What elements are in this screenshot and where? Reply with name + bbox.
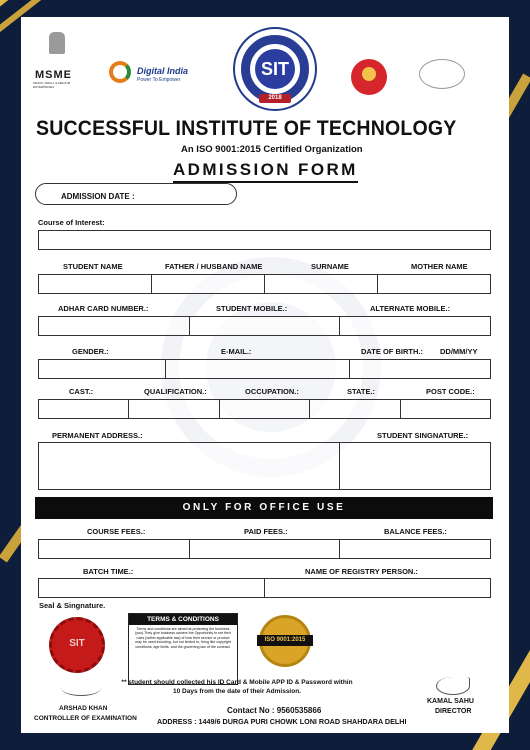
names-row [38,274,491,294]
institute-seal-year: 2018 [259,94,291,103]
permanent-address-input[interactable] [39,443,340,489]
student-mobile-input[interactable] [190,317,341,335]
adhar-input[interactable] [39,317,190,335]
batch-time-label: BATCH TIME.: [83,567,134,576]
msme-logo: MSME [35,69,72,81]
beti-bachao-face-icon [362,67,376,81]
dob-label: DATE OF BIRTH.: [361,347,423,356]
terms-body: Terms and conditions are aimed at protecting the business (you).They give business owners the Opportunity to set their rules (within applicable law) of how their service or product may be used including, but not limited to, thing like copyright conditions, age limits, and the governing law of the contract. [135,627,231,649]
swachh-bharat-glasses-icon [419,59,465,89]
student-name-input[interactable] [39,275,152,293]
adhar-label: ADHAR CARD NUMBER.: [58,304,149,313]
state-label: STATE.: [347,387,376,396]
student-mobile-label: STUDENT MOBILE.: [216,304,288,313]
paid-fees-input[interactable] [190,540,341,558]
batch-time-input[interactable] [39,579,265,597]
controller-name: ARSHAD KHAN [59,705,108,712]
alternate-mobile-input[interactable] [340,317,490,335]
director-name: KAMAL SAHU [427,698,474,705]
state-input[interactable] [310,400,400,418]
course-input[interactable] [38,230,491,250]
surname-label: SURNAME [311,262,349,271]
controller-signature-icon [61,680,101,696]
paid-fees-label: PAID FEES.: [244,527,288,536]
mother-name-input[interactable] [378,275,490,293]
surname-input[interactable] [265,275,378,293]
director-role: DIRECTOR [435,708,472,715]
institute-seal-letters: SIT [255,49,295,89]
permanent-address-label: PERMANENT ADDRESS.: [52,431,143,440]
cast-input[interactable] [39,400,129,418]
digital-india-title: Digital India [137,66,189,76]
student-signature-box[interactable] [340,443,490,489]
demographics-row [38,399,491,419]
contact-number: Contact No : 9560535866 [227,706,322,715]
red-seal-letters: SIT [69,638,85,649]
contact-row [38,316,491,336]
digital-india-icon [109,61,131,83]
admission-date-label: ADMISSION DATE : [61,192,135,201]
iso-badge-text: ISO 9001:2015 [257,635,313,646]
digital-india-subtitle: Power To Empower [137,77,181,83]
course-label: Course of Interest: [38,218,105,227]
post-code-label: POST CODE.: [426,387,475,396]
id-card-note: ** student should collected his ID Card & Mobile APP ID & Password within 10 Days from the date of their Admission. [121,679,353,695]
student-signature-label: STUDENT SINGNATURE.: [377,431,469,440]
national-emblem-icon [49,32,65,54]
registry-person-label: NAME OF REGISTRY PERSON.: [305,567,418,576]
form-sheet [21,17,509,733]
iso-certification-line: An ISO 9001:2015 Certified Organization [181,144,363,155]
terms-title: TERMS & CONDITIONS [129,614,237,625]
course-fees-input[interactable] [39,540,190,558]
cast-label: CAST.: [69,387,94,396]
form-title: ADMISSION FORM [173,160,358,183]
alternate-mobile-label: ALTERNATE MOBILE.: [370,304,451,313]
fees-row [38,539,491,559]
father-name-input[interactable] [152,275,265,293]
gender-label: GENDER.: [72,347,109,356]
batch-row [38,578,491,598]
post-code-input[interactable] [401,400,490,418]
occupation-label: OCCUPATION.: [245,387,299,396]
institute-address: ADDRESS : 1449/6 DURGA PURI CHOWK LONI ROAD SHAHDARA DELHI [157,717,407,726]
balance-fees-input[interactable] [340,540,490,558]
student-name-label: STUDENT NAME [63,262,123,271]
personal-row [38,359,491,379]
qualification-input[interactable] [129,400,219,418]
father-name-label: FATHER / HUSBAND NAME [165,262,263,271]
dob-format-hint: DD/MM/YY [440,347,478,356]
institute-name: SUCCESSFUL INSTITUTE OF TECHNOLOGY [36,117,457,140]
seal-signature-label: Seal & Singnature. [39,601,106,610]
address-signature-row [38,442,491,490]
gender-input[interactable] [39,360,166,378]
registry-person-input[interactable] [265,579,490,597]
director-signature-icon [436,677,470,695]
qualification-label: QUALIFICATION.: [144,387,207,396]
email-label: E-MAIL.: [221,347,252,356]
occupation-input[interactable] [220,400,310,418]
msme-logo-subtitle: MICRO, SMALL & MEDIUM ENTERPRISES [33,81,71,89]
dob-input[interactable] [350,360,490,378]
course-fees-label: COURSE FEES.: [87,527,146,536]
controller-role: CONTROLLER OF EXAMINATION [34,715,137,722]
mother-name-label: MOTHER NAME [411,262,468,271]
office-use-banner: ONLY FOR OFFICE USE [35,497,493,519]
email-input[interactable] [166,360,349,378]
balance-fees-label: BALANCE FEES.: [384,527,447,536]
